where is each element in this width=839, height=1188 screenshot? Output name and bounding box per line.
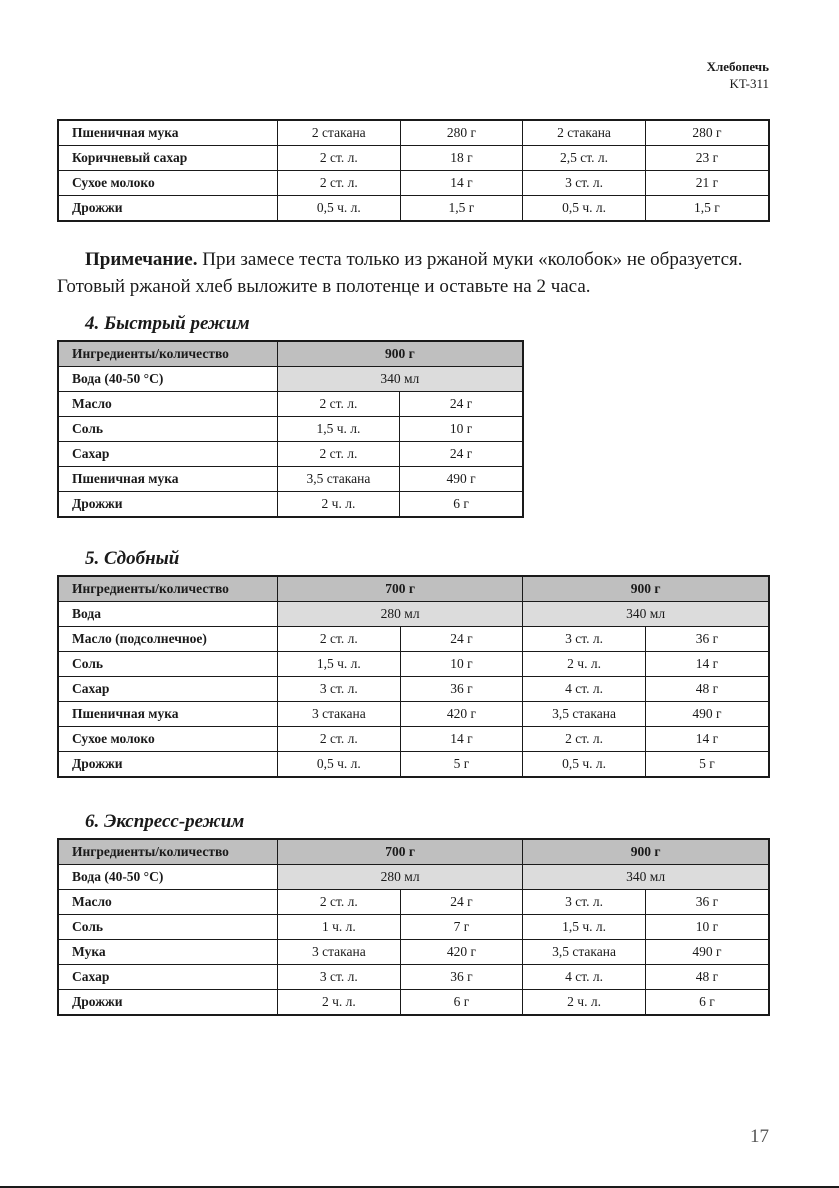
continuation-table-body [58,120,769,221]
ingredient-label: Масло (подсолнечное) [58,627,278,652]
table-cell: 7 г [400,915,523,940]
ingredient-label: Масло [58,890,278,915]
table-cell: 3 ст. л. [523,171,646,196]
table-cell: 36 г [400,677,523,702]
ingredient-label: Пшеничная мука [58,467,277,492]
table-cell: 490 г [400,467,523,492]
ingredient-label: Пшеничная мука [58,120,277,146]
table-cell: 10 г [400,652,523,677]
table-cell: 2 ст. л. [278,727,401,752]
table-cell: 3 стакана [278,702,401,727]
ingredient-label: Масло [58,392,277,417]
section-4-title: 4. Быстрый режим [85,313,250,334]
table-cell: 6 г [400,492,523,518]
header-brand: Хлебопечь [706,59,769,74]
table-cell: 3,5 стакана [277,467,399,492]
header-cell: Ингредиенты/количество [58,576,278,602]
header-cell: 700 г [278,839,523,865]
table-header-row [58,341,523,367]
table-cell: 490 г [645,940,769,965]
table-row [58,392,523,417]
table-cell: 0,5 ч. л. [278,752,401,778]
table-cell: 0,5 ч. л. [523,752,646,778]
table-row [58,146,769,171]
table-row [58,965,769,990]
table-row [58,702,769,727]
ingredient-label: Дрожжи [58,196,277,222]
section-5-rows [58,627,769,778]
continuation-table [57,119,770,222]
table-row [58,652,769,677]
section-4-table [57,340,524,518]
section-4-rows [58,392,523,518]
table-cell: 2 ч. л. [523,652,646,677]
table-cell: 5 г [400,752,523,778]
table-row [58,915,769,940]
table-row [58,196,769,222]
table-cell: 3 ст. л. [523,627,646,652]
table-cell: 2 ст. л. [277,442,399,467]
header-cell: 700 г [278,576,523,602]
ingredient-label: Мука [58,940,278,965]
table-row [58,467,523,492]
table-cell: 3 ст. л. [523,890,646,915]
table-cell: 1,5 ч. л. [523,915,646,940]
ingredient-label: Сухое молоко [58,727,278,752]
table-cell: 2 ст. л. [523,727,646,752]
table-cell: 2 ст. л. [277,171,400,196]
water-value: 340 мл [523,602,769,627]
table-cell: 18 г [400,146,523,171]
table-row [58,940,769,965]
table-cell: 24 г [400,890,523,915]
table-cell: 3,5 стакана [523,702,646,727]
ingredient-label: Вода [58,602,278,627]
ingredient-label: Дрожжи [58,990,278,1016]
note-text-line2: Готовый ржаной хлеб выложите в полотенце и оставьте на 2 часа. [57,276,591,297]
ingredient-label: Соль [58,915,278,940]
table-row [58,677,769,702]
table-cell: 6 г [400,990,523,1016]
table-cell: 2 ч. л. [277,492,399,518]
ingredient-label: Вода (40-50 °С) [58,865,278,890]
table-cell: 420 г [400,940,523,965]
table-row [58,990,769,1016]
header-model: KT-311 [729,76,769,91]
ingredient-label: Пшеничная мука [58,702,278,727]
table-cell: 14 г [400,171,523,196]
table-cell: 280 г [400,120,523,146]
header-cell: 900 г [523,839,769,865]
table-cell: 2 стакана [277,120,400,146]
table-cell: 1,5 г [645,196,769,222]
header-cell: Ингредиенты/количество [58,839,278,865]
table-cell: 1,5 ч. л. [277,417,399,442]
note-text-line1: При замесе теста только из ржаной муки «колобок» не образуется. [197,249,743,270]
water-value: 280 мл [278,602,523,627]
table-row [58,890,769,915]
table-cell: 4 ст. л. [523,677,646,702]
section-6-rows [58,890,769,1016]
table-cell: 24 г [400,392,523,417]
ingredient-label: Дрожжи [58,752,278,778]
ingredient-label: Вода (40-50 °С) [58,367,277,392]
table-row [58,727,769,752]
ingredient-label: Сахар [58,677,278,702]
table-cell: 2 ст. л. [277,146,400,171]
table-cell: 2 ст. л. [278,890,401,915]
water-row [58,865,769,890]
header-cell: 900 г [277,341,523,367]
table-cell: 10 г [400,417,523,442]
note-paragraph [57,246,772,300]
table-cell: 2 ст. л. [278,627,401,652]
table-cell: 0,5 ч. л. [277,196,400,222]
table-row [58,442,523,467]
table-cell: 1 ч. л. [278,915,401,940]
water-row [58,367,523,392]
table-cell: 48 г [645,677,769,702]
table-row [58,752,769,778]
table-cell: 36 г [645,627,769,652]
table-header-row [58,839,769,865]
table-cell: 5 г [645,752,769,778]
ingredient-label: Сахар [58,442,277,467]
table-cell: 0,5 ч. л. [523,196,646,222]
table-cell: 36 г [645,890,769,915]
table-header-row [58,576,769,602]
table-cell: 1,5 ч. л. [278,652,401,677]
table-cell: 3 ст. л. [278,965,401,990]
table-cell: 23 г [645,146,769,171]
table-cell: 36 г [400,965,523,990]
table-cell: 4 ст. л. [523,965,646,990]
table-cell: 280 г [645,120,769,146]
table-cell: 2 стакана [523,120,646,146]
section-6-title: 6. Экспресс-режим [85,811,245,832]
ingredient-label: Сахар [58,965,278,990]
table-cell: 1,5 г [400,196,523,222]
table-row [58,627,769,652]
table-row [58,417,523,442]
table-cell: 2,5 ст. л. [523,146,646,171]
table-cell: 420 г [400,702,523,727]
water-value: 340 мл [523,865,769,890]
table-cell: 3 стакана [278,940,401,965]
water-row [58,602,769,627]
note-title: Примечание. [85,249,198,270]
table-cell: 2 ст. л. [277,392,399,417]
ingredient-label: Дрожжи [58,492,277,518]
table-cell: 14 г [400,727,523,752]
page-number: 17 [750,1126,769,1147]
ingredient-label: Коричневый сахар [58,146,277,171]
table-cell: 2 ч. л. [278,990,401,1016]
header-cell: Ингредиенты/количество [58,341,277,367]
section-5-title: 5. Сдобный [85,548,180,569]
ingredient-label: Соль [58,417,277,442]
table-cell: 24 г [400,627,523,652]
table-cell: 2 ч. л. [523,990,646,1016]
table-cell: 3 ст. л. [278,677,401,702]
table-cell: 14 г [645,652,769,677]
table-row [58,492,523,518]
table-row [58,171,769,196]
ingredient-label: Сухое молоко [58,171,277,196]
table-cell: 48 г [645,965,769,990]
section-6-table [57,838,770,1016]
water-value: 340 мл [277,367,523,392]
table-cell: 3,5 стакана [523,940,646,965]
table-cell: 14 г [645,727,769,752]
table-row [58,120,769,146]
section-5-table [57,575,770,778]
table-cell: 490 г [645,702,769,727]
table-cell: 24 г [400,442,523,467]
ingredient-label: Соль [58,652,278,677]
table-cell: 6 г [645,990,769,1016]
header-cell: 900 г [523,576,769,602]
page-header [707,58,769,92]
table-cell: 21 г [645,171,769,196]
water-value: 280 мл [278,865,523,890]
table-cell: 10 г [645,915,769,940]
